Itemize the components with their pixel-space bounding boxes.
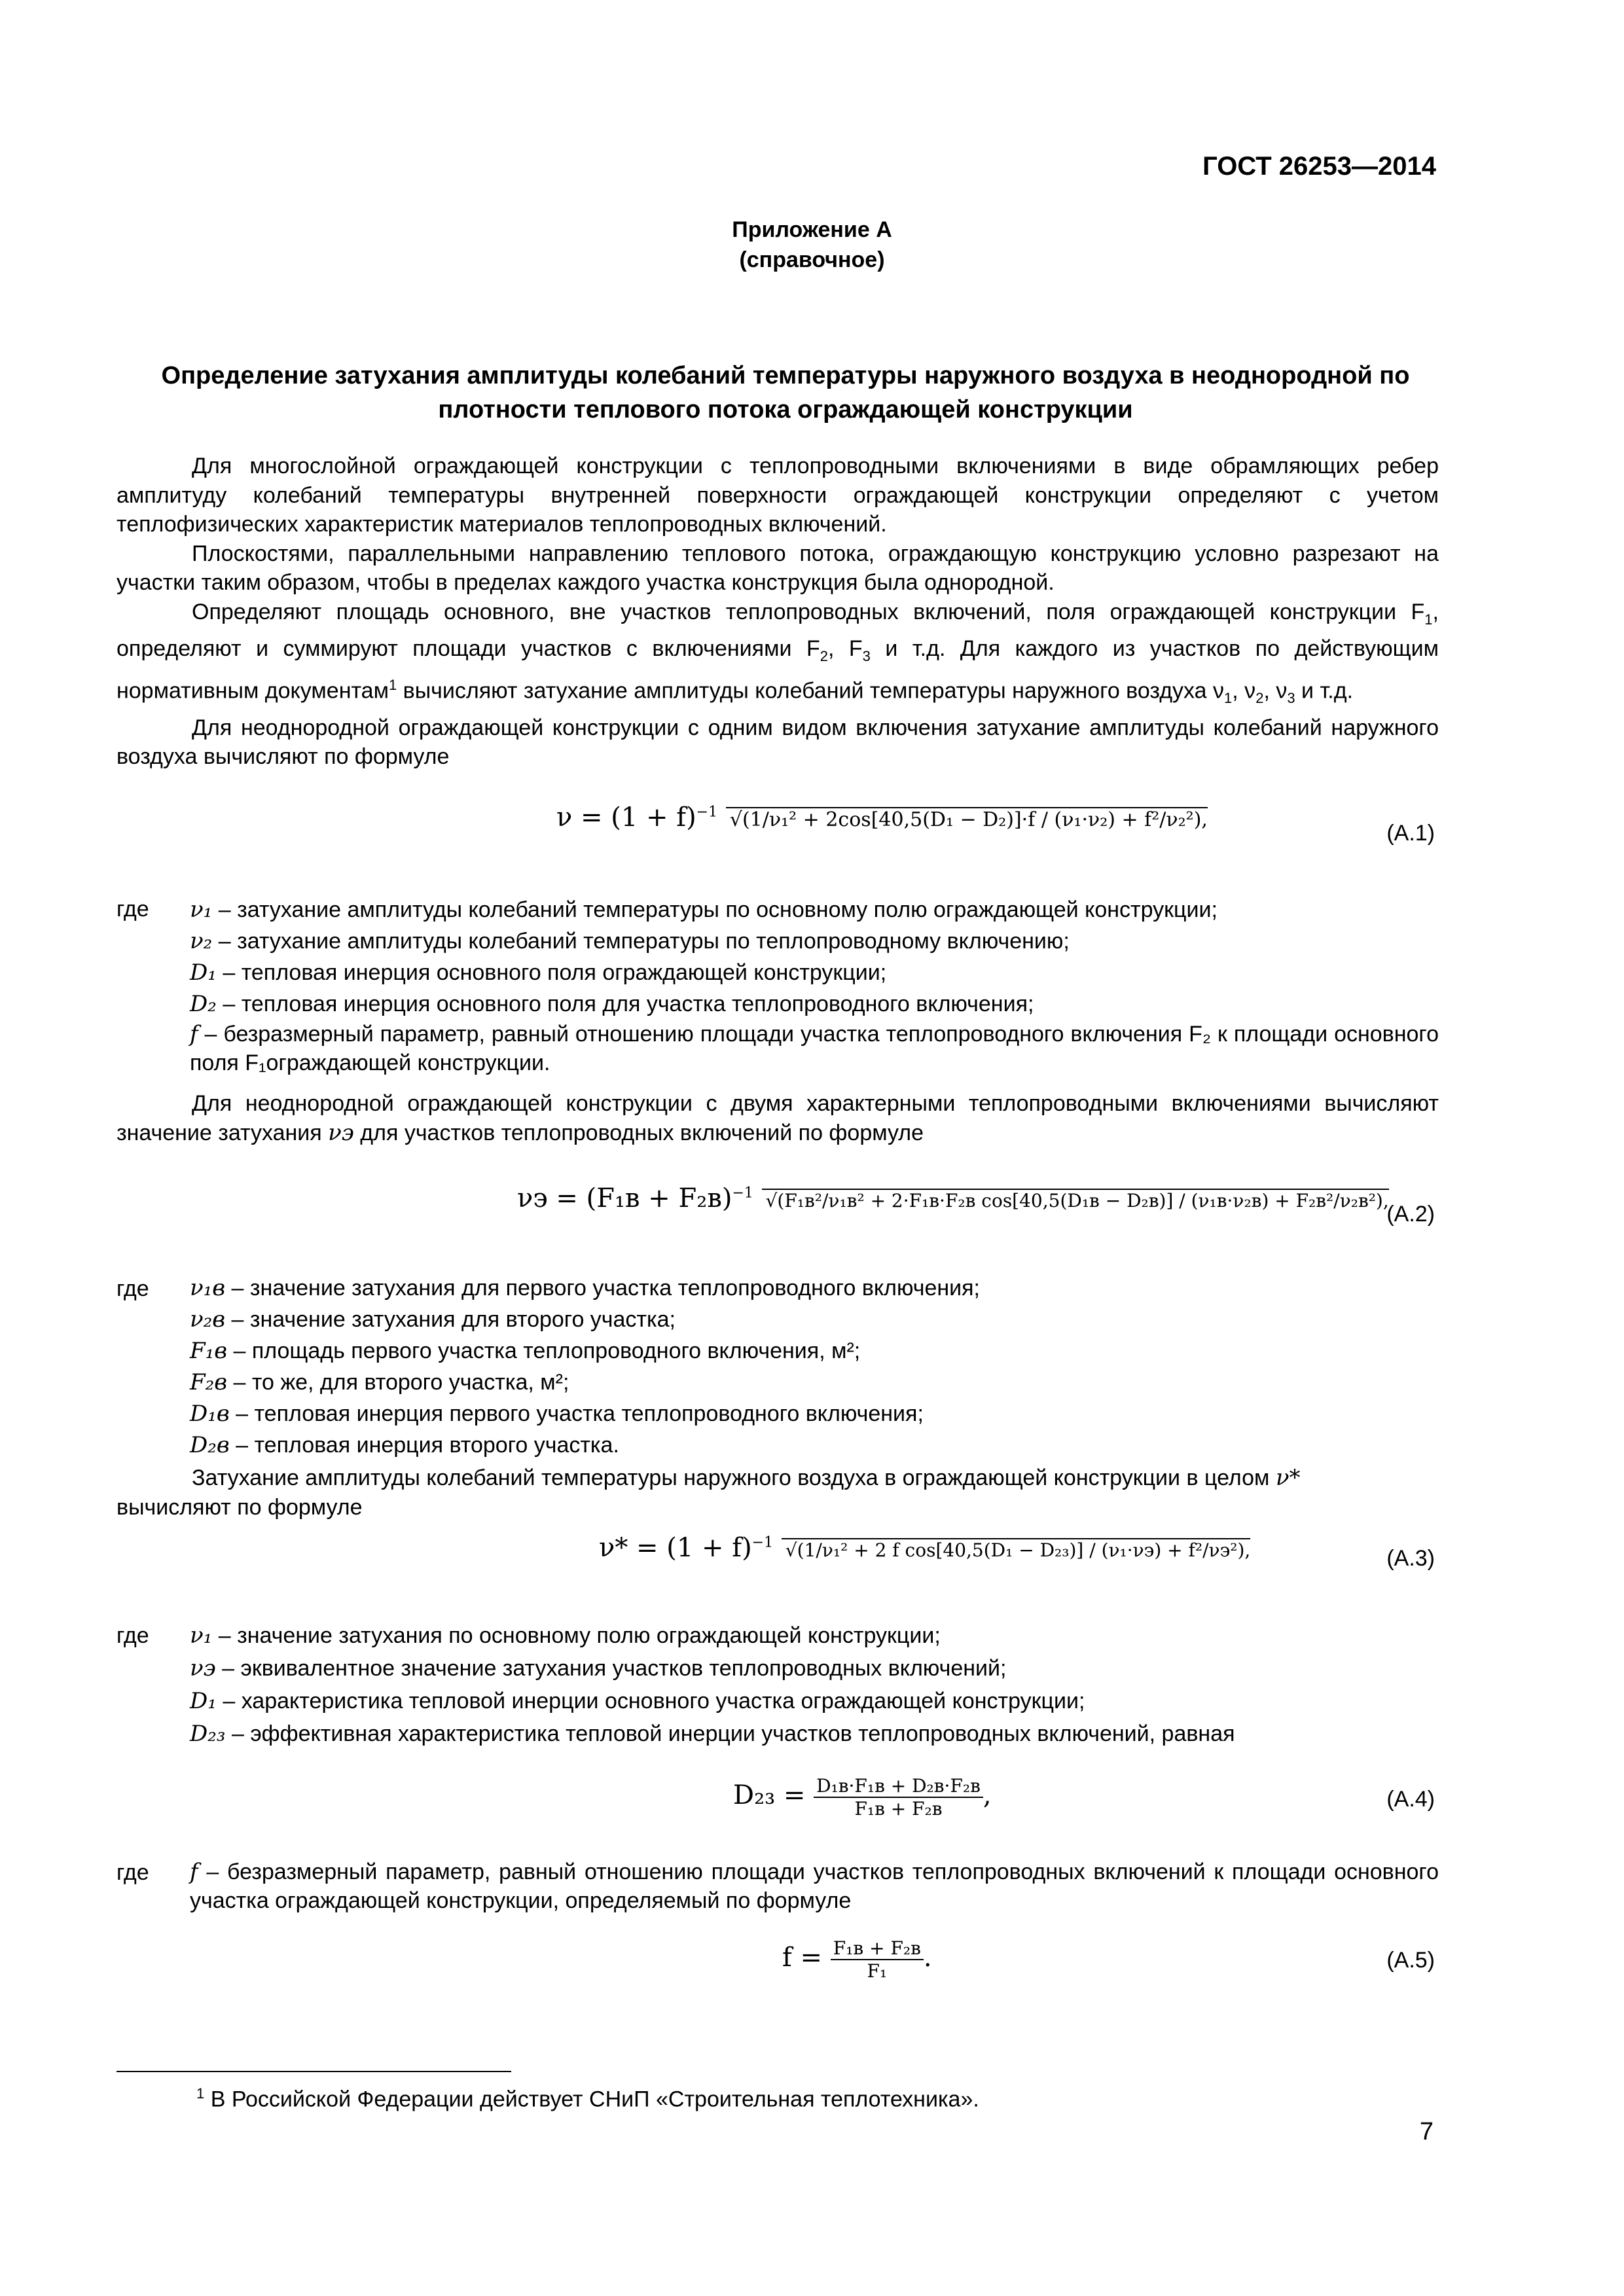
formula-a2: $\nu э = (F_1в + F_2в)^{-1}$ √(F₁в²/ν₁в² + 2·F₁в·F₂в cos[40,5(D₁в − D₂в)] / (ν₁в·ν₂в) + F₂в²/ν₂в²), <box>517 1183 1389 1213</box>
definition-item: f – безразмерный параметр, равный отношению площади участка теплопроводного включения F₂ к площади основного поля F₁ограждающей конструкции. <box>190 1021 1439 1075</box>
formula-a1-root: √(1/ν₁² + 2cos[40,5(D₁ − D₂)]·f / (ν₁·ν₂) + f²/ν₂²), <box>726 807 1208 831</box>
definition-item: D₂ – тепловая инерция основного поля для участка теплопроводного включения; <box>190 991 1034 1017</box>
formula-number: (А.1) <box>1386 821 1435 846</box>
page-number: 7 <box>1419 2118 1434 2145</box>
formula-number: (А.2) <box>1386 1202 1435 1227</box>
paragraph: Для многослойной ограждающей конструкции с теплопроводными включениями в виде обрамляющих ребер амплитуду колебаний температуры внутренней поверхности ограждающей конструкции определяют с учетом теплофизических характеристик материалов теплопроводных включений. <box>117 454 1439 537</box>
standard-number: ГОСТ 26253—2014 <box>1202 152 1436 181</box>
paragraph: Плоскостями, параллельными направлению теплового потока, ограждающую конструкцию условно разрезают на участки таким образом, чтобы в пределах каждого участка конструкция была однородной. <box>117 541 1439 595</box>
appendix-title: Приложение А <box>732 217 892 242</box>
where-label: где <box>117 897 149 922</box>
where-label: где <box>117 1623 149 1648</box>
definitions-list-4 <box>190 1857 1439 1915</box>
definitions-list-3 <box>190 1619 1439 1750</box>
paragraph: Для неоднородной ограждающей конструкции с одним видом включения затухание амплитуды колебаний наружного воздуха вычисляют по формуле <box>117 715 1439 770</box>
formula-number: (А.4) <box>1386 1787 1435 1812</box>
section-title: Определение затухания амплитуды колебаний температуры наружного воздуха в неоднородной по плотности теплового потока ограждающей конструкции <box>161 362 1410 423</box>
definition-item: D₂₃ – эффективная характеристика тепловой инерции участков теплопроводных включений, равная <box>190 1721 1235 1747</box>
definition-item: F₁в – площадь первого участка теплопроводного включения, м²; <box>190 1338 861 1364</box>
definition-item: ν₂ – затухание амплитуды колебаний температуры по теплопроводному включению; <box>190 928 1070 954</box>
definitions-list-1 <box>190 894 1439 1077</box>
where-label: где <box>117 1860 149 1885</box>
footnote: $^1$ В Российской Федерации действует СНиП «Строительная теплотехника». <box>196 2085 979 2112</box>
paragraph-two-inclusions: Для неоднородной ограждающей конструкции с двумя характерными теплопроводными включениями вычисляют значение затухания νэ для участков теплопроводных включений по формуле <box>117 1091 1439 1146</box>
definition-item: F₂в – то же, для второго участка, м²; <box>190 1369 569 1395</box>
formula-number: (А.5) <box>1386 1948 1435 1973</box>
definition-item: D₁в – тепловая инерция первого участка теплопроводного включения; <box>190 1401 924 1427</box>
definition-item: D₁ – тепловая инерция основного поля ограждающей конструкции; <box>190 960 887 986</box>
intro-text <box>117 452 1439 772</box>
appendix-heading <box>0 215 1624 275</box>
formula-a4: D₂₃ = $\frac{\text{D₁в·F₁в + D₂в·F₂в}}{\text{F₁в + F₂в}}$ , <box>733 1775 992 1820</box>
formula-a3-root: √(1/ν₁² + 2 f cos[40,5(D₁ − D₂₃)] / (ν₁·νэ) + f²/νэ²), <box>782 1538 1250 1561</box>
definition-item: νэ – эквивалентное значение затухания участков теплопроводных включений; <box>190 1655 1007 1681</box>
formula-a5: f = $\frac{\text{F₁в + F₂в}}{\text{F₁}}$ . <box>782 1937 932 1982</box>
formula-a4-fraction: $\frac{\text{D₁в·F₁в + D₂в·F₂в}}{\text{F₁в + F₂в}}$ <box>814 1775 983 1820</box>
definitions-list-2 <box>190 1272 1439 1461</box>
definition-item: f – безразмерный параметр, равный отношению площади участков теплопроводных включений к площади основного участка ограждающей конструкции, определяемый по формуле <box>190 1859 1439 1913</box>
formula-a5-fraction: $\frac{\text{F₁в + F₂в}}{\text{F₁}}$ <box>831 1937 924 1982</box>
definition-item: ν₁в – значение затухания для первого участка теплопроводного включения; <box>190 1275 980 1301</box>
formula-a2-root: √(F₁в²/ν₁в² + 2·F₁в·F₂в cos[40,5(D₁в − D₂в)] / (ν₁в·ν₂в) + F₂в²/ν₂в²), <box>762 1189 1389 1211</box>
formula-a3: $\nu* = (1 + f)^{-1}$ √(1/ν₁² + 2 f cos[40,5(D₁ − D₂₃)] / (ν₁·νэ) + f²/νэ²), <box>599 1533 1251 1563</box>
appendix-note: (справочное) <box>739 247 885 272</box>
definition-item: D₂в – тепловая инерция второго участка. <box>190 1432 619 1458</box>
paragraph-overall: Затухание амплитуды колебаний температуры наружного воздуха в ограждающей конструкции в целом ν* вычисляют по формуле <box>117 1465 1301 1520</box>
formula-a1: $\nu = (1 + f)^{-1}$ √(1/ν₁² + 2cos[40,5(D₁ − D₂)]·f / (ν₁·ν₂) + f²/ν₂²), <box>556 802 1208 833</box>
definition-item: ν₂в – значение затухания для второго участка; <box>190 1306 676 1333</box>
definition-item: ν₁ – значение затухания по основному полю ограждающей конструкции; <box>190 1623 941 1649</box>
paragraph: Определяют площадь основного, вне участков теплопроводных включений, поля ограждающей конструкции $F_1$, определяют и суммируют площади участков с включениями $F_2$, $F_3$ и т.д. Для каждого из участков по действующим нормативным документам$^1$ вычисляют затухание амплитуды колебаний температуры наружного воздуха $\nu_1$, $\nu_2$, $\nu_3$ и т.д. <box>117 599 1439 707</box>
formula-number: (А.3) <box>1386 1546 1435 1571</box>
footnote-divider <box>117 2071 511 2072</box>
definition-item: D₁ – характеристика тепловой инерции основного участка ограждающей конструкции; <box>190 1688 1085 1714</box>
where-label: где <box>117 1276 149 1301</box>
definition-item: ν₁ – затухание амплитуды колебаний температуры по основному полю ограждающей конструкции; <box>190 897 1218 923</box>
